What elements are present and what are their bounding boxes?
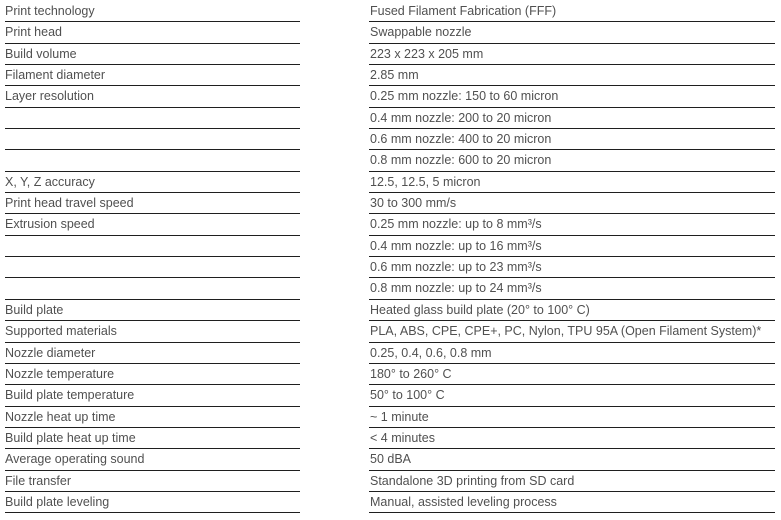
spec-value: 0.4 mm nozzle: 200 to 20 micron <box>370 110 552 125</box>
spec-row <box>0 129 781 150</box>
spec-row <box>0 428 781 449</box>
spec-value: 0.8 mm nozzle: up to 24 mm³/s <box>370 281 542 296</box>
spec-value: 30 to 300 mm/s <box>370 196 457 211</box>
spec-row <box>0 300 781 321</box>
spec-row <box>0 471 781 492</box>
divider <box>5 512 300 513</box>
spec-label <box>5 150 300 170</box>
spec-value: Heated glass build plate (20° to 100° C) <box>370 302 590 317</box>
spec-row <box>0 108 781 129</box>
spec-value: 223 x 223 x 205 mm <box>370 46 484 61</box>
spec-row <box>0 172 781 193</box>
spec-label: Print head <box>5 25 62 40</box>
spec-row <box>0 278 781 299</box>
spec-label: Average operating sound <box>5 452 145 467</box>
spec-label: Filament diameter <box>5 68 106 83</box>
spec-label <box>5 257 300 277</box>
spec-value: Manual, assisted leveling process <box>370 494 557 509</box>
spec-row <box>0 214 781 235</box>
spec-label: Nozzle temperature <box>5 366 115 381</box>
spec-row <box>0 22 781 43</box>
spec-label: Extrusion speed <box>5 217 95 232</box>
spec-label: Build plate leveling <box>5 494 110 509</box>
spec-label: Print head travel speed <box>5 196 134 211</box>
spec-value: 2.85 mm <box>370 68 419 83</box>
spec-row <box>0 364 781 385</box>
spec-value: 0.25, 0.4, 0.6, 0.8 mm <box>370 345 492 360</box>
spec-row <box>0 449 781 470</box>
spec-row <box>0 407 781 428</box>
spec-row <box>0 1 781 22</box>
spec-table <box>0 1 781 513</box>
spec-value: < 4 minutes <box>370 430 435 445</box>
spec-value: 0.6 mm nozzle: 400 to 20 micron <box>370 132 552 147</box>
spec-label <box>5 129 300 149</box>
spec-label: Nozzle diameter <box>5 345 96 360</box>
spec-row <box>0 44 781 65</box>
spec-row <box>0 150 781 171</box>
divider <box>369 512 775 513</box>
spec-label: Build volume <box>5 46 77 61</box>
spec-value: Fused Filament Fabrication (FFF) <box>370 4 557 18</box>
spec-value: ~ 1 minute <box>370 409 429 424</box>
spec-row <box>0 86 781 107</box>
spec-label: File transfer <box>5 473 71 488</box>
spec-label <box>5 278 300 298</box>
spec-label: Build plate heat up time <box>5 430 136 445</box>
spec-label: Build plate <box>5 302 64 317</box>
spec-value: 0.25 mm nozzle: up to 8 mm³/s <box>370 217 542 232</box>
spec-label: Supported materials <box>5 324 117 339</box>
spec-value: 0.4 mm nozzle: up to 16 mm³/s <box>370 238 542 253</box>
spec-value: 0.8 mm nozzle: 600 to 20 micron <box>370 153 552 168</box>
spec-value: 12.5, 12.5, 5 micron <box>370 174 481 189</box>
spec-value: 50 dBA <box>370 452 412 467</box>
spec-label: Nozzle heat up time <box>5 409 116 424</box>
spec-row <box>0 343 781 364</box>
spec-row <box>0 492 781 513</box>
spec-row <box>0 65 781 86</box>
spec-value: Standalone 3D printing from SD card <box>370 473 575 488</box>
spec-row <box>0 321 781 342</box>
spec-label <box>5 108 300 128</box>
spec-value: PLA, ABS, CPE, CPE+, PC, Nylon, TPU 95A (Open Filament System)* <box>370 324 762 339</box>
spec-label: X, Y, Z accuracy <box>5 174 95 189</box>
spec-row <box>0 193 781 214</box>
spec-row <box>0 257 781 278</box>
spec-row <box>0 236 781 257</box>
spec-row <box>0 385 781 406</box>
spec-value: 0.6 mm nozzle: up to 23 mm³/s <box>370 260 542 275</box>
spec-value: Swappable nozzle <box>370 25 472 40</box>
spec-label: Print technology <box>5 4 95 18</box>
spec-value: 180° to 260° C <box>370 366 452 381</box>
spec-label <box>5 236 300 256</box>
spec-label: Layer resolution <box>5 89 94 104</box>
spec-value: 50° to 100° C <box>370 388 445 403</box>
spec-label: Build plate temperature <box>5 388 135 403</box>
spec-value: 0.25 mm nozzle: 150 to 60 micron <box>370 89 559 104</box>
